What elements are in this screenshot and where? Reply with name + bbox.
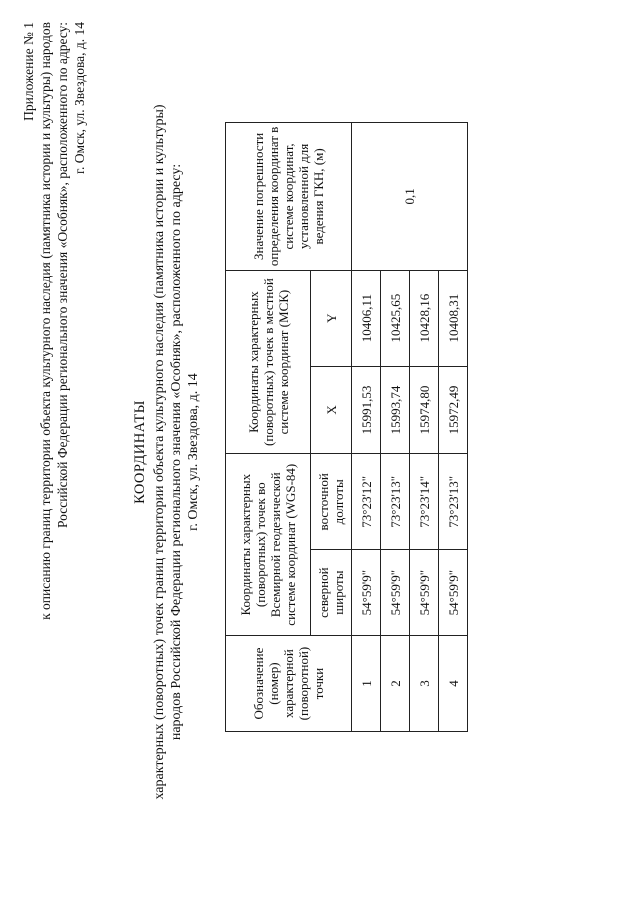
cell-latitude: 54°59'9" — [381, 550, 410, 636]
header-lon: восточной долготы — [311, 454, 352, 550]
table-header-row — [226, 123, 311, 732]
cell-latitude: 54°59'9" — [352, 550, 381, 636]
appendix-subtitle-line-1: к описанию границ территории объекта культурного наследия (памятника истории и культуры) народов — [38, 22, 53, 620]
cell-latitude: 54°59'9" — [439, 550, 468, 636]
appendix-header — [20, 22, 88, 882]
appendix-address: г. Омск, ул. Звездова, д. 14 — [72, 22, 87, 174]
header-lat: северной широты — [311, 550, 352, 636]
cell-y: 10408,31 — [439, 270, 468, 366]
header-wgs: Координаты характерных (поворотных) точек во Всемирной геодезической системе координат (WGS-84) — [226, 454, 311, 636]
cell-x: 15974,80 — [410, 366, 439, 454]
cell-x: 15993,74 — [381, 366, 410, 454]
cell-x: 15972,49 — [439, 366, 468, 454]
cell-longitude: 73°23'12" — [352, 454, 381, 550]
cell-y: 10406,11 — [352, 270, 381, 366]
document-title: КООРДИНАТЫ — [132, 400, 148, 504]
appendix-number: Приложение № 1 — [21, 22, 36, 121]
header-accuracy: Значение погрешности определения координат в системе координат, установленной для ведения ГКН, (м) — [226, 123, 352, 271]
header-msk: Координаты характерных (поворотных) точек в местной системе координат (МСК) — [226, 270, 311, 454]
cell-longitude: 73°23'13" — [439, 454, 468, 550]
cell-accuracy: 0,1 — [352, 123, 468, 271]
cell-point-number: 2 — [381, 636, 410, 732]
cell-y: 10428,16 — [410, 270, 439, 366]
coordinates-table — [225, 122, 468, 732]
header-y: Y — [311, 270, 352, 366]
rotated-content — [20, 22, 620, 882]
table-row — [352, 123, 381, 732]
cell-y: 10425,65 — [381, 270, 410, 366]
heading-address: г. Омск, ул. Звездова, д. 14 — [186, 373, 201, 531]
cell-point-number: 3 — [410, 636, 439, 732]
cell-point-number: 1 — [352, 636, 381, 732]
heading-line-1: характерных (поворотных) точек границ территории объекта культурного наследия (памятника истории и культуры) — [152, 104, 167, 800]
header-x: X — [311, 366, 352, 454]
header-point: Обозначение (номер) характерной (поворотной) точки — [226, 636, 352, 732]
cell-latitude: 54°59'9" — [410, 550, 439, 636]
cell-longitude: 73°23'13" — [381, 454, 410, 550]
cell-longitude: 73°23'14" — [410, 454, 439, 550]
cell-x: 15991,53 — [352, 366, 381, 454]
cell-point-number: 4 — [439, 636, 468, 732]
appendix-subtitle-line-2: Российской Федерации регионального значения «Особняк», расположенного по адресу: — [55, 22, 70, 529]
heading-line-2: народов Российской Федерации регионального значения «Особняк», расположенного по адресу: — [169, 163, 184, 741]
document-heading — [132, 22, 202, 882]
